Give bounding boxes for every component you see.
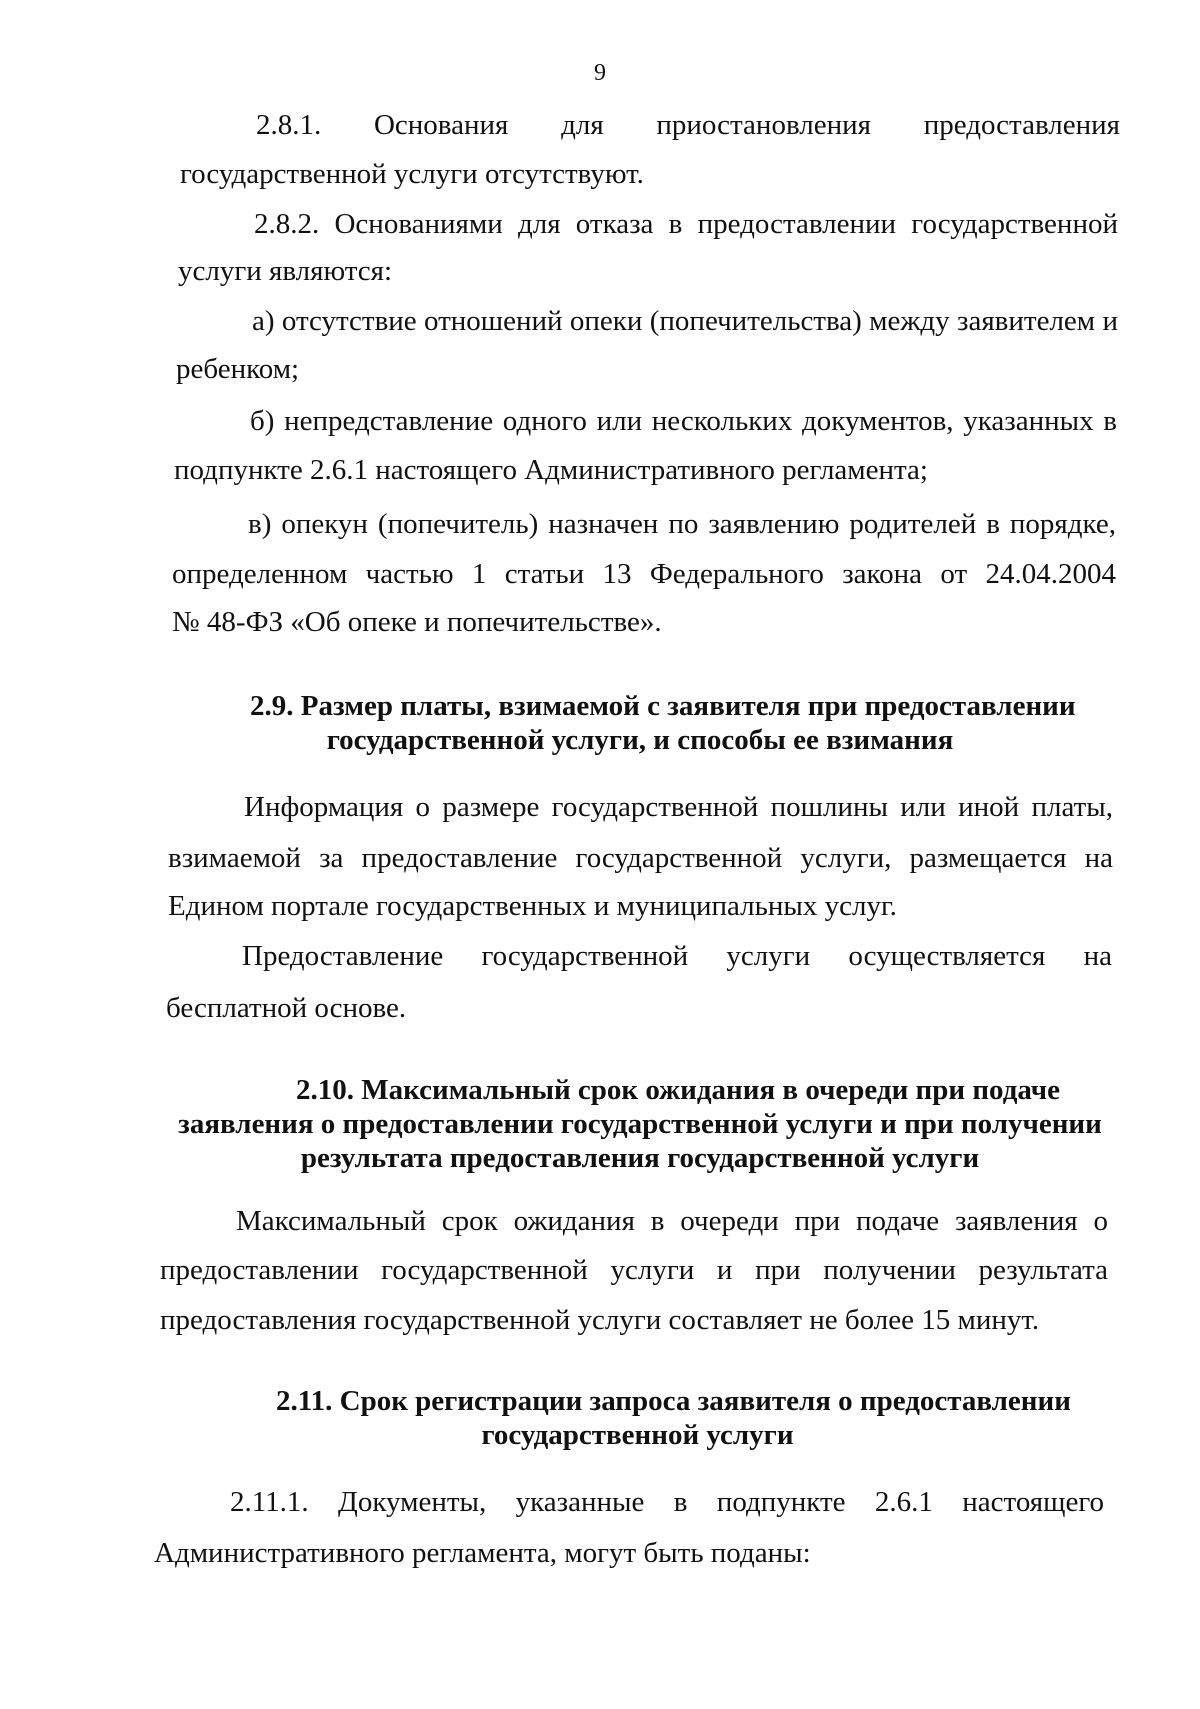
- heading-2-10-cont-2: [160, 1142, 1120, 1175]
- paragraph-2-10-line-1: Максимальный срок ожидания в очереди при подаче заявления о: [236, 1205, 1108, 1237]
- heading-2-9-cont: [180, 724, 1100, 757]
- heading-2-11-cont: [160, 1419, 1115, 1452]
- paragraph-2-10: [160, 1197, 1108, 1246]
- item-b-line-2: подпункте 2.6.1 настоящего Административного регламента;: [174, 454, 928, 486]
- heading-2-9: [250, 690, 1110, 723]
- paragraph-2-9-free-line-1: Предоставление государственной услуги осуществляется на: [242, 940, 1112, 972]
- paragraph-2-11-1-line-2: Административного регламента, могут быть поданы:: [154, 1537, 811, 1569]
- item-v-line-2: определенном частью 1 статьи 13 Федерального закона от 24.04.2004: [172, 558, 1116, 590]
- heading-2-10: [296, 1074, 1096, 1107]
- item-a: [176, 297, 1118, 346]
- item-v-line-1: в) опекун (попечитель) назначен по заявлению родителей в порядке,: [248, 508, 1116, 540]
- paragraph-2-8-2-line-2: услуги являются:: [178, 255, 393, 287]
- paragraph-2-8-2: [178, 200, 1118, 249]
- paragraph-2-9-free-line-2: бесплатной основе.: [166, 992, 407, 1024]
- paragraph-2-9-info: [168, 783, 1113, 832]
- paragraph-2-9-info-cont: [168, 834, 1113, 883]
- heading-2-11-line-2: государственной услуги: [481, 1419, 794, 1451]
- paragraph-2-10-cont-2: [160, 1296, 1108, 1345]
- paragraph-2-11-1-cont: [154, 1529, 1104, 1578]
- paragraph-2-10-cont: [160, 1246, 1108, 1295]
- paragraph-2-8-1-line-2: государственной услуги отсутствуют.: [180, 158, 644, 190]
- paragraph-2-8-2-cont: [178, 247, 1118, 296]
- paragraph-2-11-1: [154, 1478, 1104, 1527]
- page-number: 9: [594, 60, 606, 86]
- item-a-cont: [176, 345, 1116, 394]
- heading-2-11: [276, 1385, 1116, 1418]
- heading-2-10-cont: [160, 1108, 1120, 1141]
- heading-2-11-line-1: 2.11. Срок регистрации запроса заявителя о предоставлении: [276, 1385, 1071, 1417]
- item-v-cont-2: [172, 598, 1112, 647]
- paragraph-2-11-1-line-1: 2.11.1. Документы, указанные в подпункте 2.6.1 настоящего: [230, 1486, 1104, 1518]
- paragraph-2-10-line-2: предоставлении государственной услуги и при получении результата: [160, 1254, 1108, 1286]
- paragraph-2-9-free-cont: [166, 984, 1111, 1033]
- paragraph-2-9-info-cont-2: [168, 882, 1113, 931]
- paragraph-2-10-line-3: предоставления государственной услуги составляет не более 15 минут.: [160, 1304, 1040, 1336]
- paragraph-2-8-1-line-1: 2.8.1. Основания для приостановления предоставления: [256, 109, 1120, 141]
- heading-2-10-line-3: результата предоставления государственной услуги: [300, 1142, 980, 1174]
- paragraph-2-9-info-line-1: Информация о размере государственной пошлины или иной платы,: [244, 791, 1113, 823]
- item-a-line-2: ребенком;: [176, 353, 300, 385]
- item-b-cont: [174, 446, 1114, 495]
- item-a-line-1: а) отсутствие отношений опеки (попечительства) между заявителем и: [252, 305, 1118, 337]
- paragraph-2-9-free: [166, 932, 1112, 981]
- heading-2-9-line-2: государственной услуги, и способы ее взимания: [326, 724, 954, 756]
- paragraph-2-9-info-line-3: Едином портале государственных и муниципальных услуг.: [168, 890, 897, 922]
- item-v-line-3: № 48-ФЗ «Об опеке и попечительстве».: [172, 606, 662, 638]
- heading-2-9-line-1: 2.9. Размер платы, взимаемой с заявителя при предоставлении: [250, 690, 1076, 722]
- item-b-line-1: б) непредставление одного или нескольких документов, указанных в: [250, 405, 1117, 437]
- item-v: [172, 500, 1116, 549]
- paragraph-2-8-1-cont: [180, 150, 1120, 199]
- heading-2-10-line-1: 2.10. Максимальный срок ожидания в очереди при подаче: [296, 1074, 1060, 1106]
- heading-2-10-line-2: заявления о предоставлении государственной услуги и при получении: [178, 1108, 1102, 1140]
- paragraph-2-8-1: [180, 101, 1120, 150]
- paragraph-2-8-2-line-1: 2.8.2. Основаниями для отказа в предоставлении государственной: [254, 208, 1118, 240]
- paragraph-2-9-info-line-2: взимаемой за предоставление государственной услуги, размещается на: [168, 842, 1113, 874]
- item-v-cont: [172, 550, 1116, 599]
- item-b: [174, 397, 1117, 446]
